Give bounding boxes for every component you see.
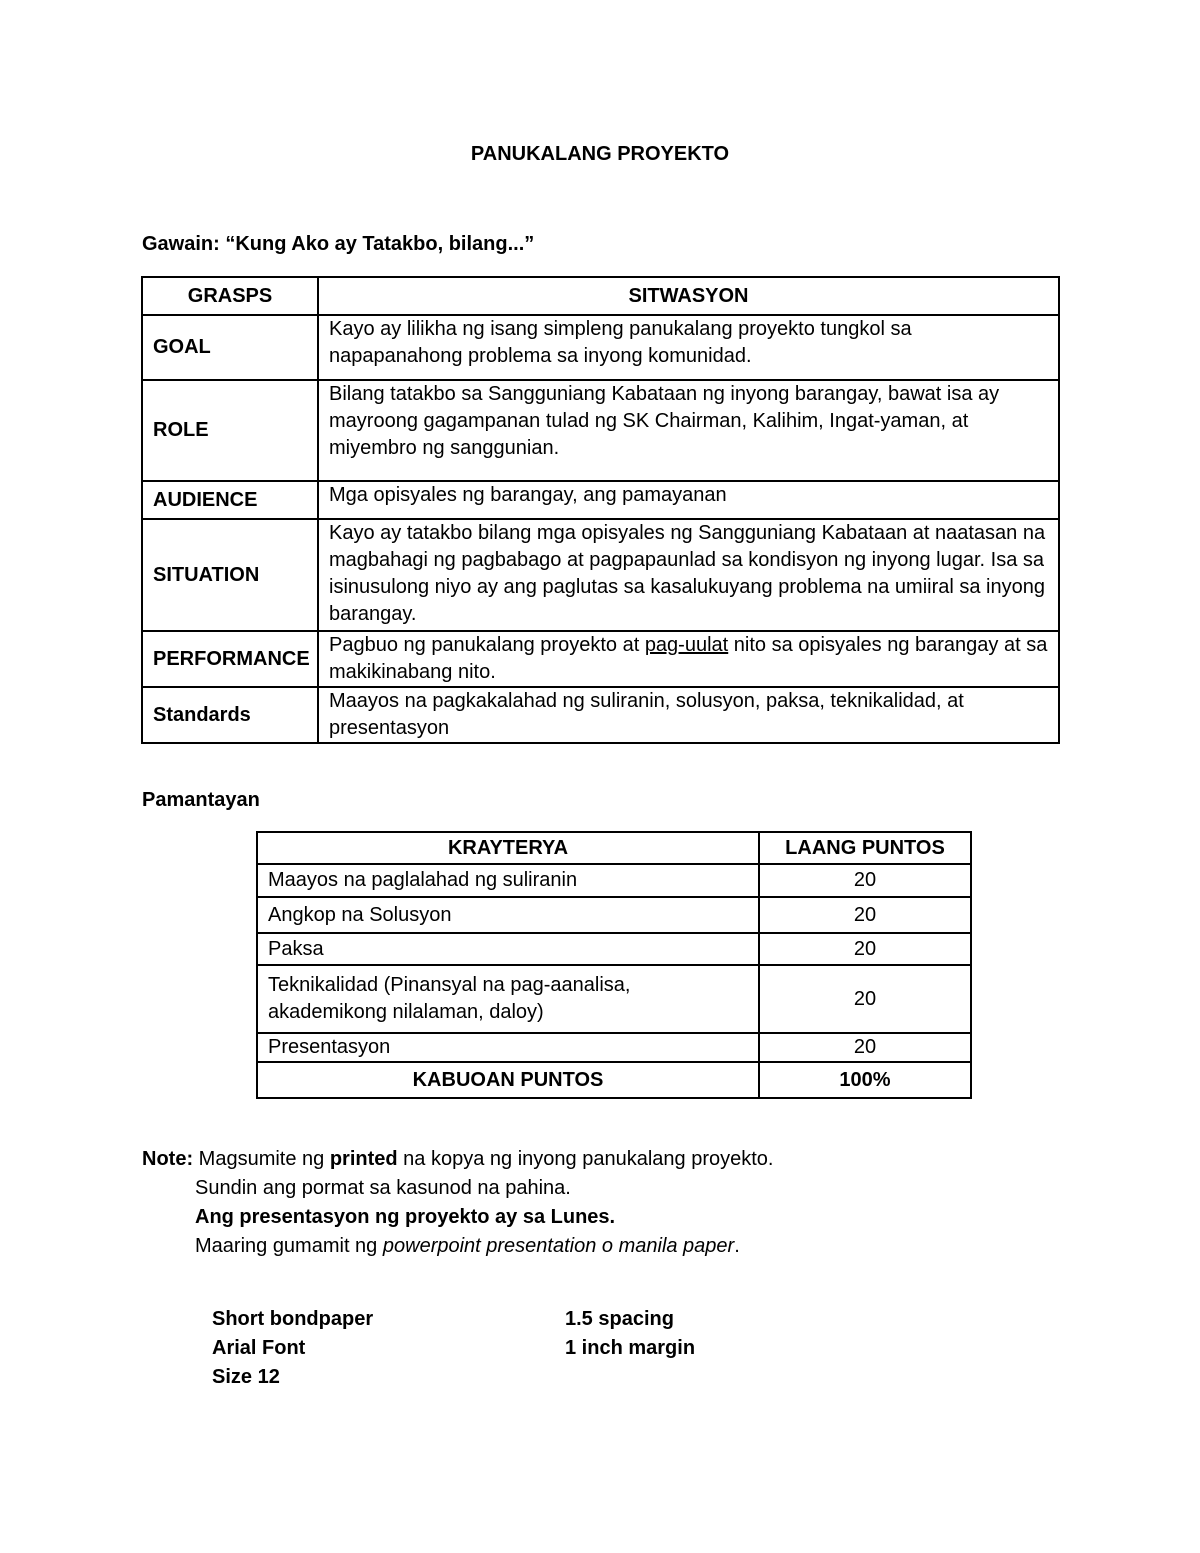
spec-right-column (565, 1305, 695, 1363)
criteria-row (257, 965, 971, 1033)
note-line-4 (195, 1232, 740, 1261)
grasps-row-standards (142, 687, 1059, 743)
activity-title: Gawain: “Kung Ako ay Tatakbo, bilang...” (142, 233, 535, 255)
note-label: Note: (142, 1148, 194, 1170)
grasps-label: PERFORMANCE (142, 631, 318, 687)
criterion-name: Maayos na paglalahad ng suliranin (257, 864, 759, 897)
spec-item: Short bondpaper (212, 1308, 374, 1330)
criterion-name: Paksa (257, 933, 759, 965)
criteria-row (257, 1033, 971, 1062)
page-title: PANUKALANG PROYEKTO (470, 143, 730, 165)
note-line4-before: Maaring gumamit ng (195, 1235, 383, 1257)
criterion-points: 20 (759, 933, 971, 965)
grasps-description: Mga opisyales ng barangay, ang pamayanan (318, 481, 1059, 519)
grasps-description (318, 631, 1059, 687)
criteria-row (257, 864, 971, 897)
note-line4-italic: powerpoint presentation o manila paper (382, 1235, 735, 1257)
criterion-name: Presentasyon (257, 1033, 759, 1062)
grasps-description: Maayos na pagkakalahad ng suliranin, solusyon, paksa, teknikalidad, at presentasyon (318, 687, 1059, 743)
criteria-header-krayterya: KRAYTERYA (257, 832, 759, 864)
grasps-row-role (142, 380, 1059, 481)
grasps-label: Standards (142, 687, 318, 743)
grasps-header-row (142, 277, 1059, 315)
grasps-row-goal (142, 315, 1059, 380)
criteria-row (257, 933, 971, 965)
criterion-name: Angkop na Solusyon (257, 897, 759, 933)
total-value: 100% (759, 1062, 971, 1098)
spec-item: Size 12 (212, 1366, 280, 1388)
note-line1-after: na kopya ng inyong panukalang proyekto. (397, 1148, 774, 1170)
note-line4-after: . (734, 1235, 740, 1257)
criteria-table (256, 831, 972, 1099)
spec-left-column (212, 1305, 373, 1392)
note-line-2: Sundin ang pormat sa kasunod na pahina. (195, 1177, 571, 1199)
pamantayan-heading: Pamantayan (142, 789, 260, 811)
grasps-label: SITUATION (142, 519, 318, 631)
grasps-row-performance (142, 631, 1059, 687)
performance-text-underlined: pag-uulat (644, 634, 729, 656)
criterion-points: 20 (759, 897, 971, 933)
spec-item: Arial Font (212, 1337, 306, 1359)
note-line-1 (142, 1145, 773, 1174)
spec-item: 1.5 spacing (565, 1308, 674, 1330)
grasps-header-grasps: GRASPS (142, 277, 318, 315)
criteria-row (257, 897, 971, 933)
grasps-description: Kayo ay lilikha ng isang simpleng panukalang proyekto tungkol sa napapanahong problema sa inyong komunidad. (318, 315, 1059, 380)
criteria-total-row (257, 1062, 971, 1098)
spec-item: 1 inch margin (565, 1337, 696, 1359)
note-line1-before: Magsumite ng (198, 1148, 330, 1170)
performance-text-before: Pagbuo ng panukalang proyekto at (329, 634, 645, 656)
criterion-points: 20 (759, 965, 971, 1033)
note-line-3: Ang presentasyon ng proyekto ay sa Lunes. (195, 1206, 616, 1228)
performance-text-after: nito sa opisyales ng barangay at sa makikinabang nito. (329, 634, 1048, 683)
grasps-header-sitwasyon: SITWASYON (318, 277, 1059, 315)
criterion-points: 20 (759, 1033, 971, 1062)
grasps-table (141, 276, 1060, 744)
criterion-points: 20 (759, 864, 971, 897)
note-line1-bold: printed (329, 1148, 398, 1170)
grasps-label: GOAL (142, 315, 318, 380)
grasps-description: Kayo ay tatakbo bilang mga opisyales ng Sangguniang Kabataan at naatasan na magbahagi ng pagbabago at pagpapaunlad sa kondisyon ng inyong lugar. Isa sa isinusulong niyo ay ang paglutas sa kasalukuyang problema na umiiral sa inyong barangay. (318, 519, 1059, 631)
total-label: KABUOAN PUNTOS (257, 1062, 759, 1098)
criteria-header-points: LAANG PUNTOS (759, 832, 971, 864)
grasps-row-audience (142, 481, 1059, 519)
grasps-row-situation (142, 519, 1059, 631)
note-continuation (195, 1174, 740, 1261)
criteria-header-row (257, 832, 971, 864)
grasps-label: ROLE (142, 380, 318, 481)
grasps-label: AUDIENCE (142, 481, 318, 519)
grasps-description: Bilang tatakbo sa Sangguniang Kabataan ng inyong barangay, bawat isa ay mayroong gagampanan tulad ng SK Chairman, Kalihim, Ingat-yaman, at miyembro ng sanggunian. (318, 380, 1059, 481)
criterion-name: Teknikalidad (Pinansyal na pag-aanalisa, akademikong nilalaman, daloy) (257, 965, 759, 1033)
